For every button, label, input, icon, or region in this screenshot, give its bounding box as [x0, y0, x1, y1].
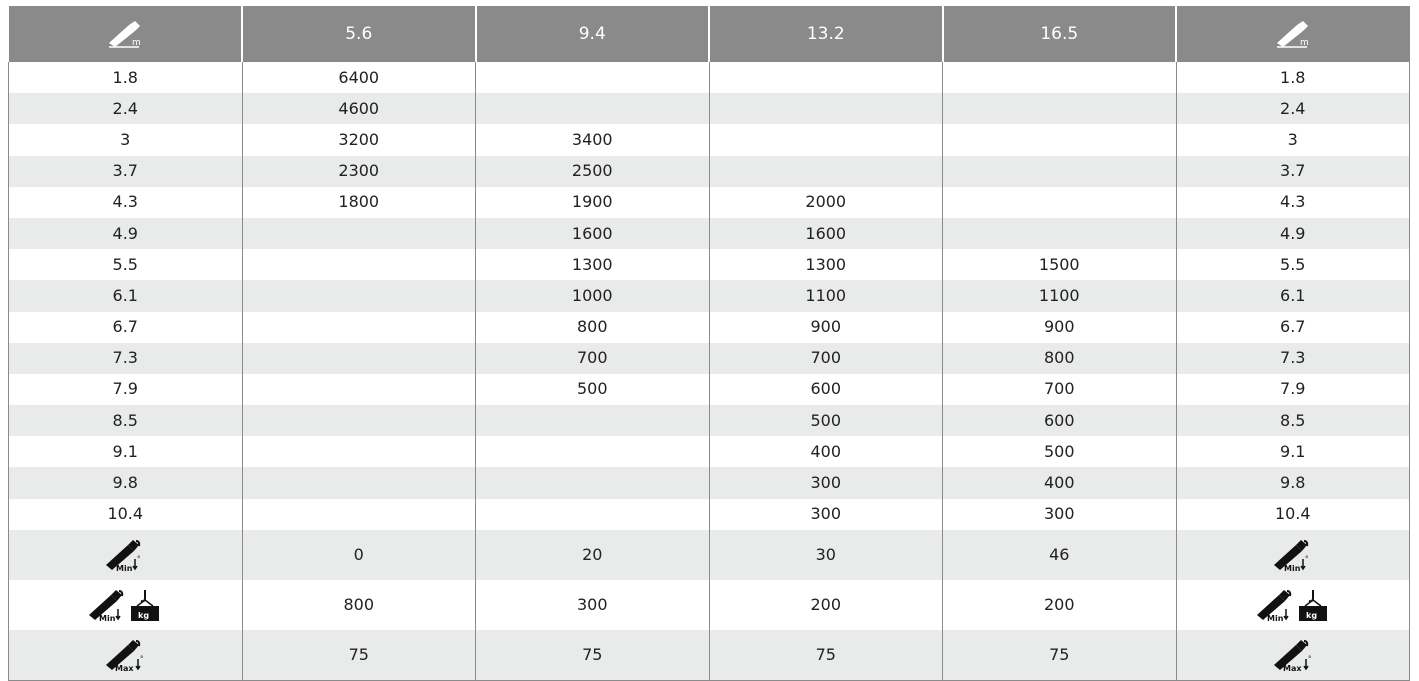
load-row [9, 218, 1410, 249]
load-cell: 1100 [943, 280, 1177, 311]
max-boom-angle-icon [102, 637, 148, 673]
load-cell: 2000 [709, 187, 943, 218]
min-angle-load-value: 300 [476, 580, 710, 630]
radius-cell: 9.8 [1176, 467, 1410, 498]
load-row [9, 93, 1410, 124]
radius-cell: 3.7 [9, 156, 243, 187]
radius-cell: 6.7 [1176, 312, 1410, 343]
max-angle-value: 75 [709, 630, 943, 681]
load-cell: 1800 [242, 187, 476, 218]
svg-text:m: m [131, 38, 141, 48]
load-row [9, 405, 1410, 436]
load-cell [476, 62, 710, 93]
load-cell: 1600 [709, 218, 943, 249]
min-angle-load-label [1176, 580, 1410, 630]
load-cell [943, 124, 1177, 155]
header-boom-length-icon-left [9, 6, 243, 62]
min-angle-load-value: 200 [943, 580, 1177, 630]
radius-cell: 8.5 [9, 405, 243, 436]
radius-cell: 7.3 [1176, 343, 1410, 374]
load-row [9, 436, 1410, 467]
load-cell [242, 405, 476, 436]
load-cell: 500 [476, 374, 710, 405]
radius-cell: 10.4 [9, 499, 243, 530]
load-cell: 1300 [709, 249, 943, 280]
header-boom-length-3: 13.2 [709, 6, 943, 62]
load-cell [709, 124, 943, 155]
max-angle-value: 75 [943, 630, 1177, 681]
load-cell: 900 [709, 312, 943, 343]
load-cell [709, 156, 943, 187]
min-angle-value: 46 [943, 530, 1177, 580]
load-cell [242, 467, 476, 498]
load-cell [709, 93, 943, 124]
load-cell: 900 [943, 312, 1177, 343]
load-cell [943, 62, 1177, 93]
min-angle-load-kg-icon [85, 587, 165, 623]
svg-text:Min: Min [116, 563, 133, 573]
min-angle-value: 0 [242, 530, 476, 580]
load-cell [242, 312, 476, 343]
load-row [9, 249, 1410, 280]
svg-text:°: ° [137, 554, 141, 563]
radius-cell: 5.5 [1176, 249, 1410, 280]
svg-text:kg: kg [138, 610, 150, 620]
radius-cell: 4.3 [1176, 187, 1410, 218]
load-cell: 600 [709, 374, 943, 405]
load-cell: 500 [709, 405, 943, 436]
radius-cell: 4.3 [9, 187, 243, 218]
load-cell [476, 93, 710, 124]
load-cell: 2500 [476, 156, 710, 187]
load-cell [242, 218, 476, 249]
load-cell [709, 62, 943, 93]
max-angle-value: 75 [242, 630, 476, 681]
load-cell: 300 [709, 499, 943, 530]
load-cell: 2300 [242, 156, 476, 187]
min-angle-load-label [9, 580, 243, 630]
load-row [9, 374, 1410, 405]
header-boom-length-2: 9.4 [476, 6, 710, 62]
svg-text:Max: Max [115, 663, 134, 673]
radius-cell: 1.8 [9, 62, 243, 93]
radius-cell: 3 [1176, 124, 1410, 155]
min-angle-row [9, 530, 1410, 580]
radius-cell: 9.8 [9, 467, 243, 498]
load-row [9, 62, 1410, 93]
svg-text:°: ° [1304, 554, 1309, 563]
radius-cell: 5.5 [9, 249, 243, 280]
load-cell: 6400 [242, 62, 476, 93]
svg-text:°: ° [1307, 654, 1312, 663]
radius-cell: 9.1 [9, 436, 243, 467]
load-cell [476, 436, 710, 467]
radius-cell: 9.1 [1176, 436, 1410, 467]
max-angle-row [9, 630, 1410, 681]
load-cell: 800 [476, 312, 710, 343]
load-cell [943, 187, 1177, 218]
load-row [9, 156, 1410, 187]
load-cell: 3200 [242, 124, 476, 155]
radius-cell: 3 [9, 124, 243, 155]
min-angle-value: 30 [709, 530, 943, 580]
header-row [9, 6, 1410, 62]
load-cell: 1500 [943, 249, 1177, 280]
min-angle-label [9, 530, 243, 580]
load-cell [242, 374, 476, 405]
load-cell: 1000 [476, 280, 710, 311]
load-cell: 1100 [709, 280, 943, 311]
radius-cell: 8.5 [1176, 405, 1410, 436]
load-cell [242, 436, 476, 467]
load-row [9, 124, 1410, 155]
min-angle-load-row [9, 580, 1410, 630]
svg-text:m: m [1300, 38, 1310, 48]
svg-text:Min: Min [99, 613, 116, 623]
load-cell: 600 [943, 405, 1177, 436]
load-cell: 400 [709, 436, 943, 467]
load-cell: 1600 [476, 218, 710, 249]
radius-cell: 4.9 [1176, 218, 1410, 249]
radius-cell: 10.4 [1176, 499, 1410, 530]
radius-cell: 2.4 [9, 93, 243, 124]
radius-cell: 2.4 [1176, 93, 1410, 124]
min-angle-value: 20 [476, 530, 710, 580]
radius-cell: 7.3 [9, 343, 243, 374]
boom-length-m-icon [105, 19, 145, 49]
load-cell [242, 499, 476, 530]
load-cell: 700 [476, 343, 710, 374]
svg-text:Min: Min [1283, 563, 1301, 573]
load-row [9, 187, 1410, 218]
load-cell: 500 [943, 436, 1177, 467]
radius-cell: 1.8 [1176, 62, 1410, 93]
load-cell: 400 [943, 467, 1177, 498]
load-cell: 300 [943, 499, 1177, 530]
load-row [9, 499, 1410, 530]
radius-cell: 3.7 [1176, 156, 1410, 187]
min-boom-angle-icon [1270, 537, 1316, 573]
radius-cell: 7.9 [1176, 374, 1410, 405]
load-chart-table [8, 6, 1410, 681]
radius-cell: 6.7 [9, 312, 243, 343]
radius-cell: 7.9 [9, 374, 243, 405]
max-boom-angle-icon [1270, 637, 1316, 673]
min-boom-angle-icon [102, 537, 148, 573]
load-cell: 300 [709, 467, 943, 498]
svg-text:°: ° [140, 654, 144, 663]
load-cell [242, 280, 476, 311]
header-boom-length-icon-right [1176, 6, 1410, 62]
load-row [9, 467, 1410, 498]
max-angle-value: 75 [476, 630, 710, 681]
load-row [9, 312, 1410, 343]
max-angle-label [9, 630, 243, 681]
load-row [9, 343, 1410, 374]
load-cell [476, 467, 710, 498]
min-angle-load-value: 800 [242, 580, 476, 630]
svg-text:Min: Min [1266, 613, 1284, 623]
load-cell: 3400 [476, 124, 710, 155]
boom-length-m-icon [1273, 19, 1313, 49]
load-cell [943, 93, 1177, 124]
load-row [9, 280, 1410, 311]
max-angle-label [1176, 630, 1410, 681]
header-boom-length-1: 5.6 [242, 6, 476, 62]
min-angle-label [1176, 530, 1410, 580]
svg-text:Max: Max [1282, 663, 1302, 673]
load-cell: 800 [943, 343, 1177, 374]
load-cell [242, 343, 476, 374]
load-cell: 700 [709, 343, 943, 374]
svg-text:kg: kg [1305, 610, 1317, 620]
load-cell: 1300 [476, 249, 710, 280]
load-cell: 1900 [476, 187, 710, 218]
radius-cell: 6.1 [9, 280, 243, 311]
min-angle-load-kg-icon [1253, 587, 1333, 623]
load-cell: 4600 [242, 93, 476, 124]
radius-cell: 6.1 [1176, 280, 1410, 311]
radius-cell: 4.9 [9, 218, 243, 249]
load-cell [943, 218, 1177, 249]
load-cell [476, 405, 710, 436]
load-cell: 700 [943, 374, 1177, 405]
header-boom-length-4: 16.5 [943, 6, 1177, 62]
min-angle-load-value: 200 [709, 580, 943, 630]
load-cell [476, 499, 710, 530]
load-cell [943, 156, 1177, 187]
load-cell [242, 249, 476, 280]
